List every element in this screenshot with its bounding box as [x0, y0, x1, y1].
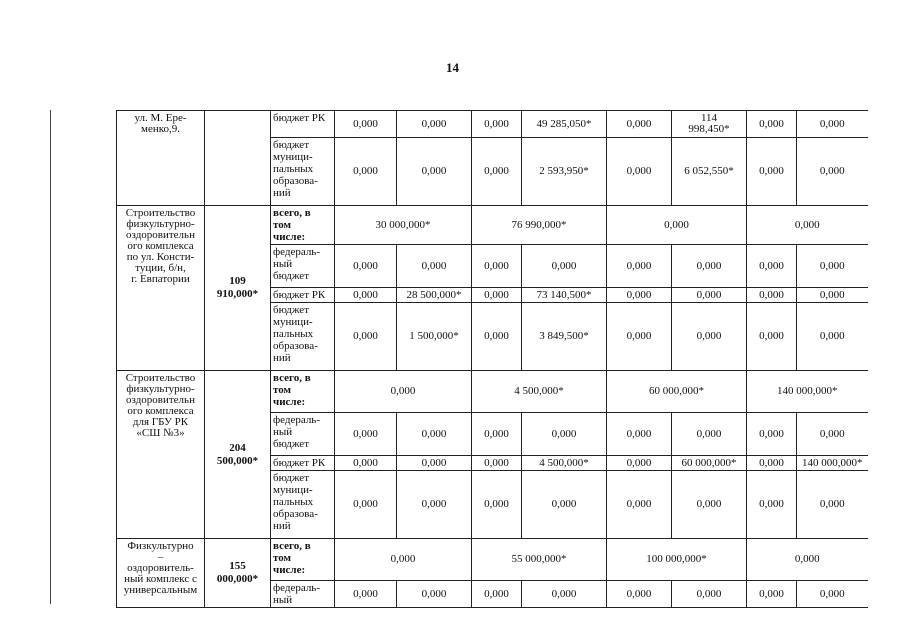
total-cost-cell: 204 500,000* — [205, 371, 271, 539]
funding-source-cell: бюджет муници- пальных образова- ний — [271, 303, 335, 371]
value-cell: 0,000 — [672, 581, 747, 608]
value-cell: 0,000 — [397, 581, 472, 608]
value-cell: 0,000 — [472, 288, 522, 303]
value-cell: 0,000 — [747, 303, 797, 371]
year-total-cell: 60 000,000* — [607, 371, 747, 413]
year-total-cell: 0,000 — [335, 539, 472, 581]
value-cell: 0,000 — [397, 456, 472, 471]
value-cell: 0,000 — [672, 288, 747, 303]
object-name-cell: Строительство физкультурно- оздоровительн ого комплекса по ул. Консти- туции, б/н, г. Евпатории — [117, 206, 205, 371]
table-row — [117, 371, 868, 413]
funding-source-cell: федераль- ный бюджет — [271, 413, 335, 456]
value-cell: 114 998,450* — [672, 111, 747, 138]
value-cell: 0,000 — [397, 245, 472, 288]
value-cell: 0,000 — [607, 471, 672, 539]
value-cell: 0,000 — [472, 111, 522, 138]
total-cost-cell: 109 910,000* — [205, 206, 271, 371]
value-cell: 0,000 — [335, 413, 397, 456]
object-name-cell: Физкультурно – оздоровитель- ный комплекс с универсальным — [117, 539, 205, 608]
value-cell: 0,000 — [335, 581, 397, 608]
value-cell: 28 500,000* — [397, 288, 472, 303]
value-cell: 0,000 — [397, 111, 472, 138]
value-cell: 0,000 — [335, 456, 397, 471]
value-cell: 0,000 — [672, 245, 747, 288]
funding-table — [116, 110, 868, 608]
table-row — [117, 206, 868, 245]
value-cell: 0,000 — [472, 581, 522, 608]
value-cell: 0,000 — [747, 245, 797, 288]
funding-source-cell: всего, в том числе: — [271, 539, 335, 581]
value-cell: 0,000 — [607, 303, 672, 371]
value-cell: 0,000 — [522, 471, 607, 539]
value-cell: 0,000 — [747, 471, 797, 539]
total-cost-cell — [205, 111, 271, 206]
funding-source-cell: бюджет РК — [271, 111, 335, 138]
funding-source-cell: бюджет РК — [271, 288, 335, 303]
year-total-cell: 76 990,000* — [472, 206, 607, 245]
value-cell: 4 500,000* — [522, 456, 607, 471]
year-total-cell: 0,000 — [335, 371, 472, 413]
value-cell: 0,000 — [607, 245, 672, 288]
value-cell: 73 140,500* — [522, 288, 607, 303]
value-cell: 0,000 — [397, 471, 472, 539]
value-cell: 0,000 — [335, 245, 397, 288]
value-cell: 0,000 — [797, 471, 868, 539]
year-total-cell: 140 000,000* — [747, 371, 868, 413]
value-cell: 0,000 — [797, 288, 868, 303]
object-name-cell: Строительство физкультурно- оздоровительн ого комплекса для ГБУ РК «СШ №3» — [117, 371, 205, 539]
value-cell: 0,000 — [335, 138, 397, 206]
value-cell: 3 849,500* — [522, 303, 607, 371]
year-total-cell: 0,000 — [607, 206, 747, 245]
value-cell: 0,000 — [797, 111, 868, 138]
value-cell: 0,000 — [747, 581, 797, 608]
value-cell: 0,000 — [747, 138, 797, 206]
page-number: 14 — [446, 60, 459, 75]
value-cell: 0,000 — [522, 413, 607, 456]
value-cell: 0,000 — [472, 245, 522, 288]
value-cell: 0,000 — [797, 245, 868, 288]
value-cell: 0,000 — [607, 288, 672, 303]
year-total-cell: 0,000 — [747, 206, 868, 245]
left-margin-rule — [50, 110, 51, 604]
value-cell: 0,000 — [672, 413, 747, 456]
value-cell: 140 000,000* — [797, 456, 868, 471]
value-cell: 0,000 — [472, 413, 522, 456]
value-cell: 0,000 — [335, 303, 397, 371]
table-row — [117, 111, 868, 138]
value-cell: 0,000 — [797, 413, 868, 456]
value-cell: 0,000 — [607, 456, 672, 471]
value-cell: 0,000 — [747, 288, 797, 303]
value-cell: 49 285,050* — [522, 111, 607, 138]
value-cell: 0,000 — [607, 138, 672, 206]
value-cell: 0,000 — [335, 471, 397, 539]
value-cell: 0,000 — [797, 138, 868, 206]
value-cell: 0,000 — [522, 245, 607, 288]
value-cell: 2 593,950* — [522, 138, 607, 206]
value-cell: 0,000 — [522, 581, 607, 608]
year-total-cell: 30 000,000* — [335, 206, 472, 245]
value-cell: 0,000 — [672, 471, 747, 539]
funding-source-cell: всего, в том числе: — [271, 206, 335, 245]
year-total-cell: 0,000 — [747, 539, 868, 581]
value-cell: 0,000 — [672, 303, 747, 371]
value-cell: 0,000 — [472, 456, 522, 471]
funding-source-cell: бюджет муници- пальных образова- ний — [271, 138, 335, 206]
value-cell: 0,000 — [747, 413, 797, 456]
value-cell: 0,000 — [397, 413, 472, 456]
value-cell: 1 500,000* — [397, 303, 472, 371]
funding-source-cell: федераль- ный — [271, 581, 335, 608]
value-cell: 0,000 — [472, 471, 522, 539]
value-cell: 0,000 — [797, 581, 868, 608]
value-cell: 0,000 — [607, 413, 672, 456]
funding-source-cell: федераль- ный бюджет — [271, 245, 335, 288]
value-cell: 60 000,000* — [672, 456, 747, 471]
value-cell: 6 052,550* — [672, 138, 747, 206]
value-cell: 0,000 — [397, 138, 472, 206]
value-cell: 0,000 — [472, 138, 522, 206]
year-total-cell: 4 500,000* — [472, 371, 607, 413]
value-cell: 0,000 — [607, 111, 672, 138]
value-cell: 0,000 — [607, 581, 672, 608]
value-cell: 0,000 — [747, 456, 797, 471]
funding-source-cell: бюджет РК — [271, 456, 335, 471]
value-cell: 0,000 — [472, 303, 522, 371]
year-total-cell: 100 000,000* — [607, 539, 747, 581]
value-cell: 0,000 — [335, 111, 397, 138]
funding-source-cell: всего, в том числе: — [271, 371, 335, 413]
table-row — [117, 539, 868, 581]
total-cost-cell: 155 000,000* — [205, 539, 271, 608]
value-cell: 0,000 — [797, 303, 868, 371]
value-cell: 0,000 — [335, 288, 397, 303]
object-name-cell: ул. М. Ере- менко,9. — [117, 111, 205, 206]
funding-source-cell: бюджет муници- пальных образова- ний — [271, 471, 335, 539]
value-cell: 0,000 — [747, 111, 797, 138]
year-total-cell: 55 000,000* — [472, 539, 607, 581]
